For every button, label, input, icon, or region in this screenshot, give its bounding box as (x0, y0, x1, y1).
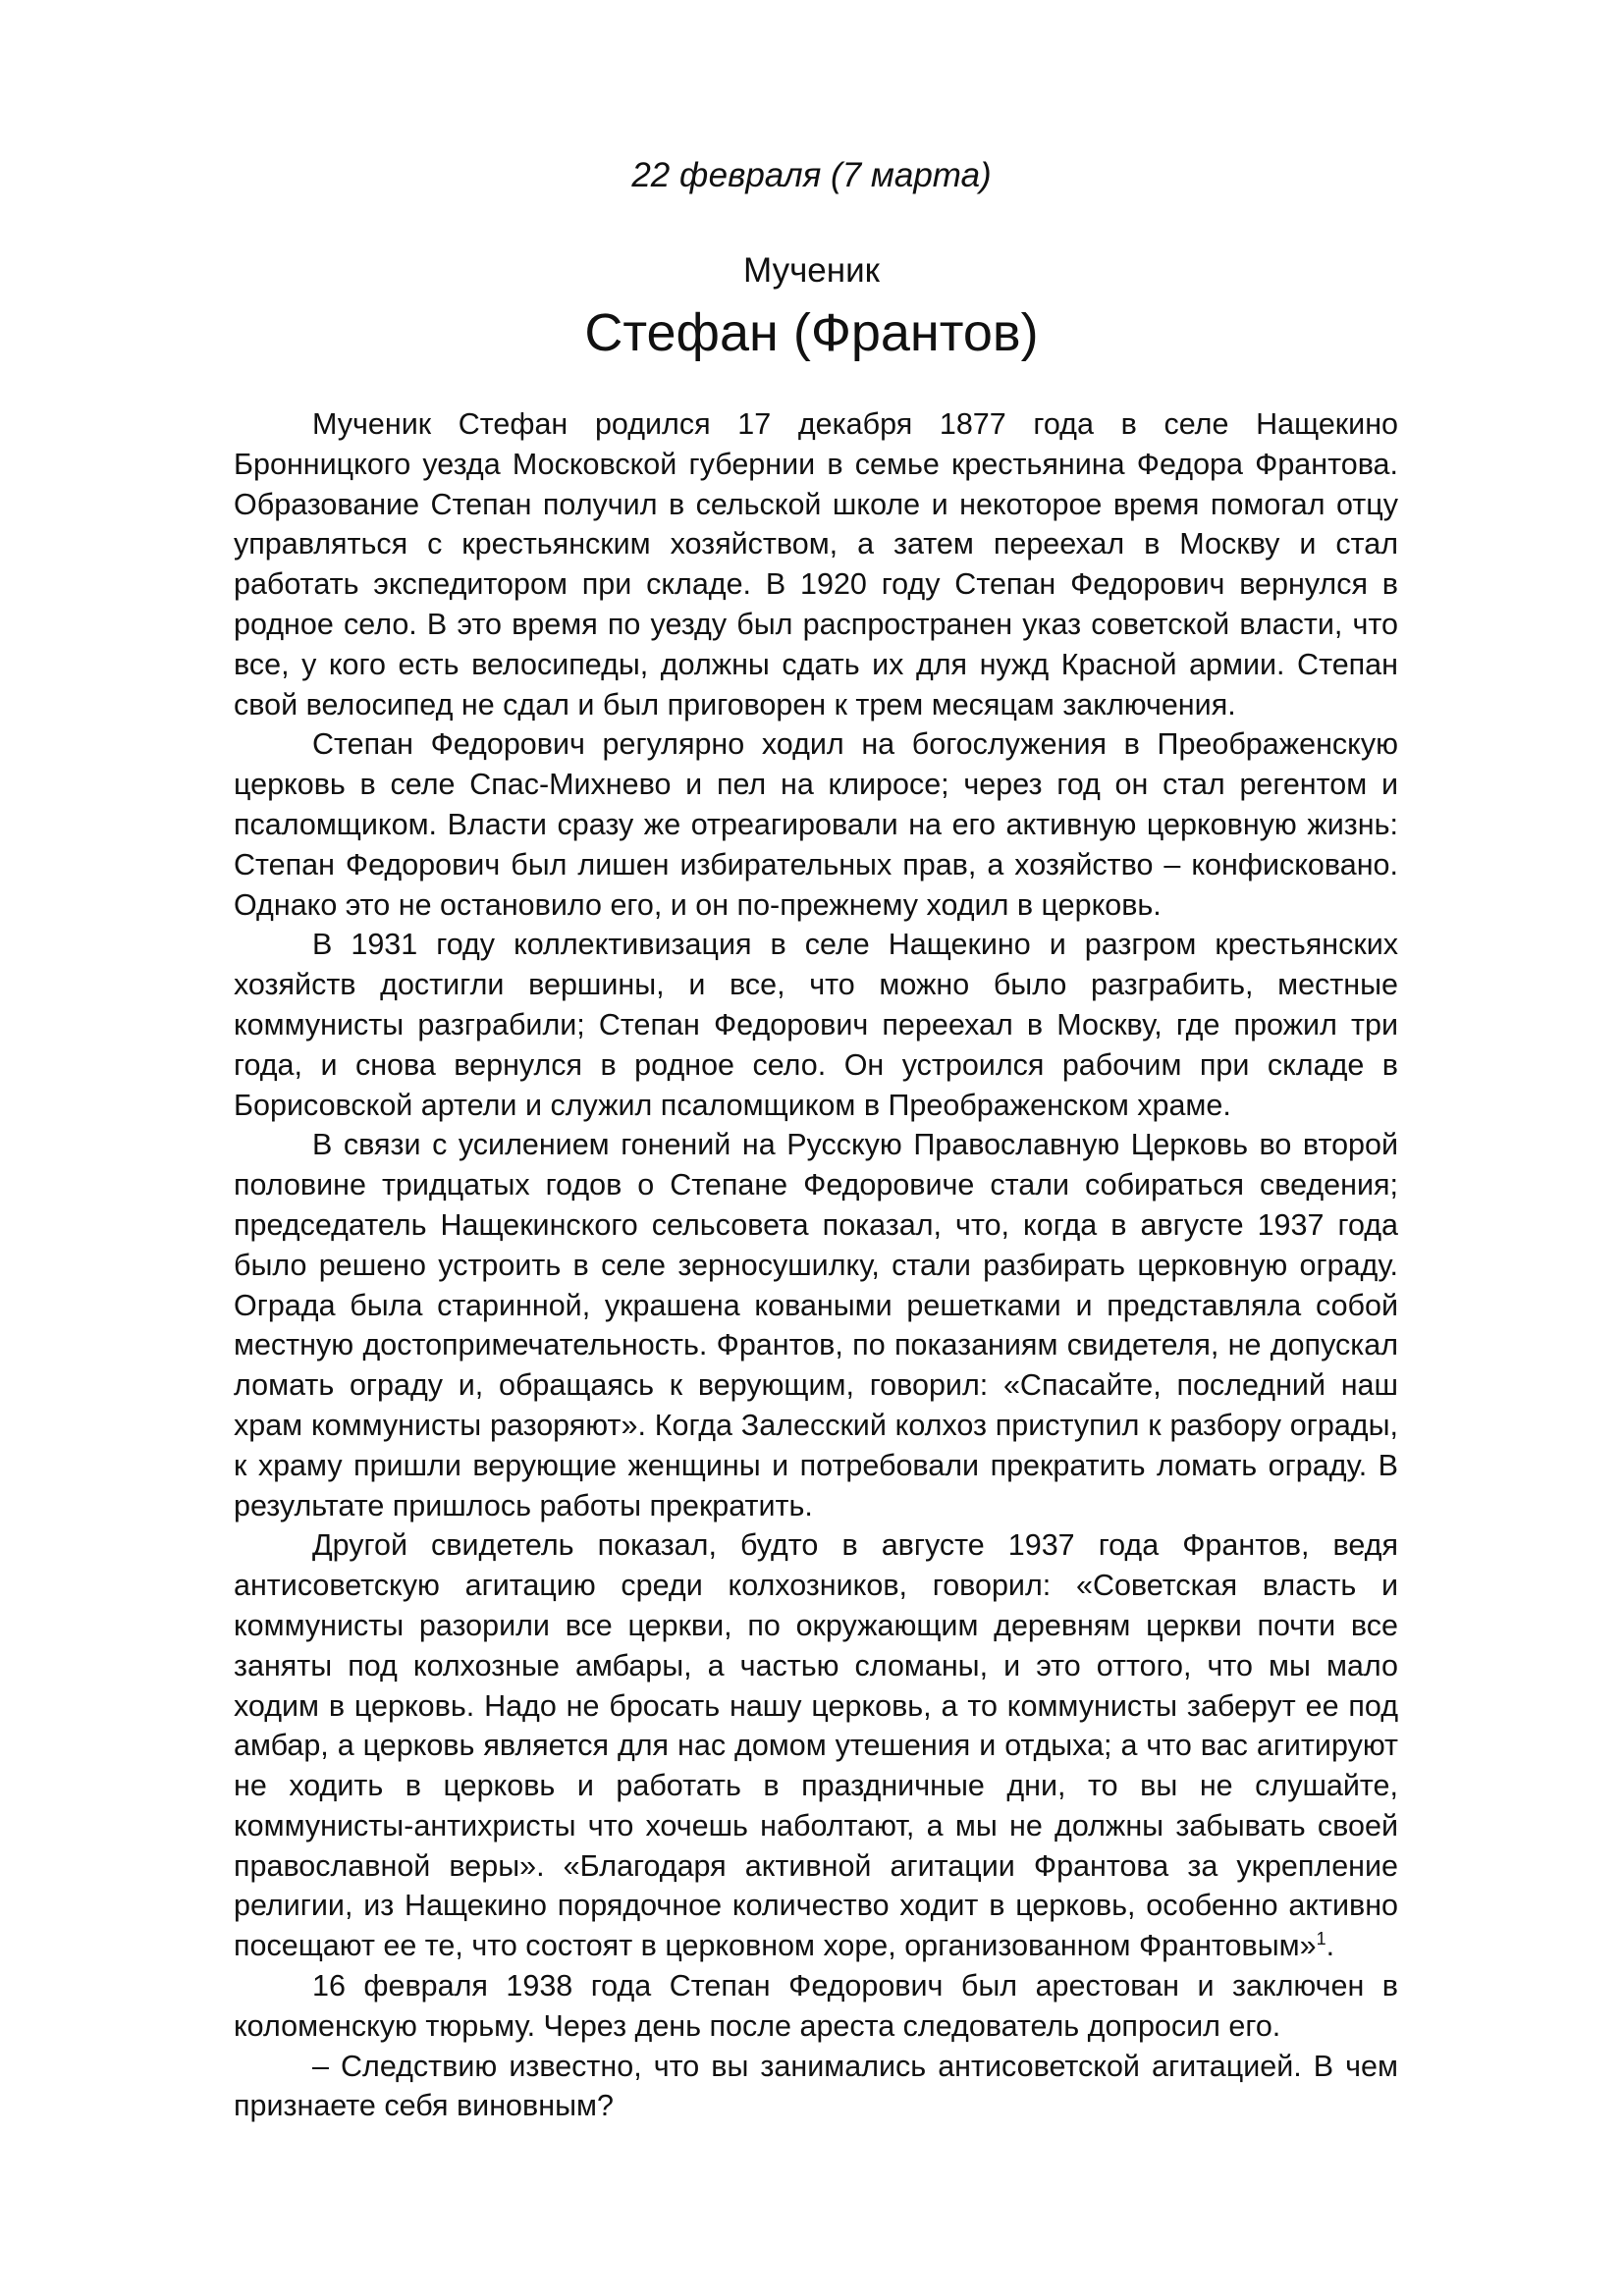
paragraph-church-service (234, 724, 1398, 925)
paragraph-text: Степан Федорович регулярно ходил на богослужения в Преображенскую церковь в селе Спас-Михнево и пел на клиросе; через год он стал регентом и псаломщиком. Власти сразу же отреагировали на его активную церковную жизнь: Степан Федорович был лишен избирательных прав, а хозяйство – конфисковано. Однако это не остановило его, и он по-прежнему ходил в церковь. (234, 727, 1398, 922)
paragraph-birth (234, 404, 1398, 724)
paragraph-text: – Следствию известно, что вы занимались антисоветской агитацией. В чем признаете себя виновным? (234, 2049, 1398, 2123)
saint-name-title: Стефан (Франтов) (584, 303, 1039, 362)
paragraph-text: Другой свидетель показал, будто в августе 1937 года Франтов, ведя антисоветскую агитацию среди колхозников, говорил: «Советская власть и коммунисты разорили все церкви, по окружающим деревням церкви почти все заняты под колхозные амбары, а частью сломаны, и это оттого, что мы мало ходим в церковь. Надо не бросать нашу церковь, а то коммунисты заберут ее под амбар, а церковь является для нас домом утешения и отдыха; а что вас агитируют не ходить в церковь и работать в праздничные дни, то вы не слушайте, коммунисты-антихристы что хочешь наболтают, а мы не должны забывать своей православной веры». «Благодаря активной агитации Франтова за укрепление религии, из Нащекино порядочное количество ходит в церковь, особенно активно посещают ее те, что состоят в церковном хоре, организованном Франтовым» (234, 1528, 1398, 1963)
footnote-marker[interactable]: 1 (1316, 1929, 1326, 1949)
feast-date: 22 февраля (7 марта) (631, 156, 992, 194)
paragraph-interrogation (234, 2047, 1398, 2127)
saint-rank: Мученик (743, 251, 880, 290)
paragraph-text: В 1931 году коллективизация в селе Нащекино и разгром крестьянских хозяйств достигли вершины, и все, что можно было разграбить, местные коммунисты разграбили; Степан Федорович переехал в Москву, где прожил три года, и снова вернулся в родное село. Он устроился рабочим при складе в Борисовской артели и служил псаломщиком в Преображенском храме. (234, 928, 1398, 1122)
biography-body (234, 404, 1398, 2126)
paragraph-collectivization (234, 925, 1398, 1125)
paragraph-text: Мученик Стефан родился 17 декабря 1877 года в селе Нащекино Бронницкого уезда Московской губернии в семье крестьянина Федора Франтова. Образование Степан получил в сельской школе и некоторое время помогал отцу управляться с крестьянским хозяйством, а затем переехал в Москву и стал работать экспедитором при складе. В 1920 году Степан Федорович вернулся в родное село. В это время по уезду был распространен указ советской власти, что все, у кого есть велосипеды, должны сдать их для нужд Красной армии. Степан свой велосипед не сдал и был приговорен к трем месяцам заключения. (234, 407, 1398, 721)
paragraph-text: В связи с усилением гонений на Русскую Православную Церковь во второй половине тридцатых годов о Степане Федоровиче стали собираться сведения; председатель Нащекинского сельсовета показал, что, когда в августе 1937 года было решено устроить в селе зерносушилку, стали разбирать церковную ограду. Ограда была старинной, украшена коваными решетками и представляла собой местную достопримечательность. Франтов, по показаниям свидетеля, не допускал ломать ограду и, обращаясь к верующим, говорил: «Спасайте, последний наш храм коммунисты разоряют». Когда Залесский колхоз приступил к разбору ограды, к храму пришли верующие женщины и потребовали прекратить ломать ограду. В результате пришлось работы прекратить. (234, 1128, 1398, 1522)
paragraph-text: 16 февраля 1938 года Степан Федорович был арестован и заключен в коломенскую тюрьму. Через день после ареста следователь допросил его. (234, 1969, 1398, 2043)
paragraph-witness-testimony (234, 1525, 1398, 1966)
paragraph-church-fence (234, 1125, 1398, 1525)
paragraph-arrest (234, 1966, 1398, 2047)
paragraph-end-punctuation: . (1325, 1929, 1335, 1963)
